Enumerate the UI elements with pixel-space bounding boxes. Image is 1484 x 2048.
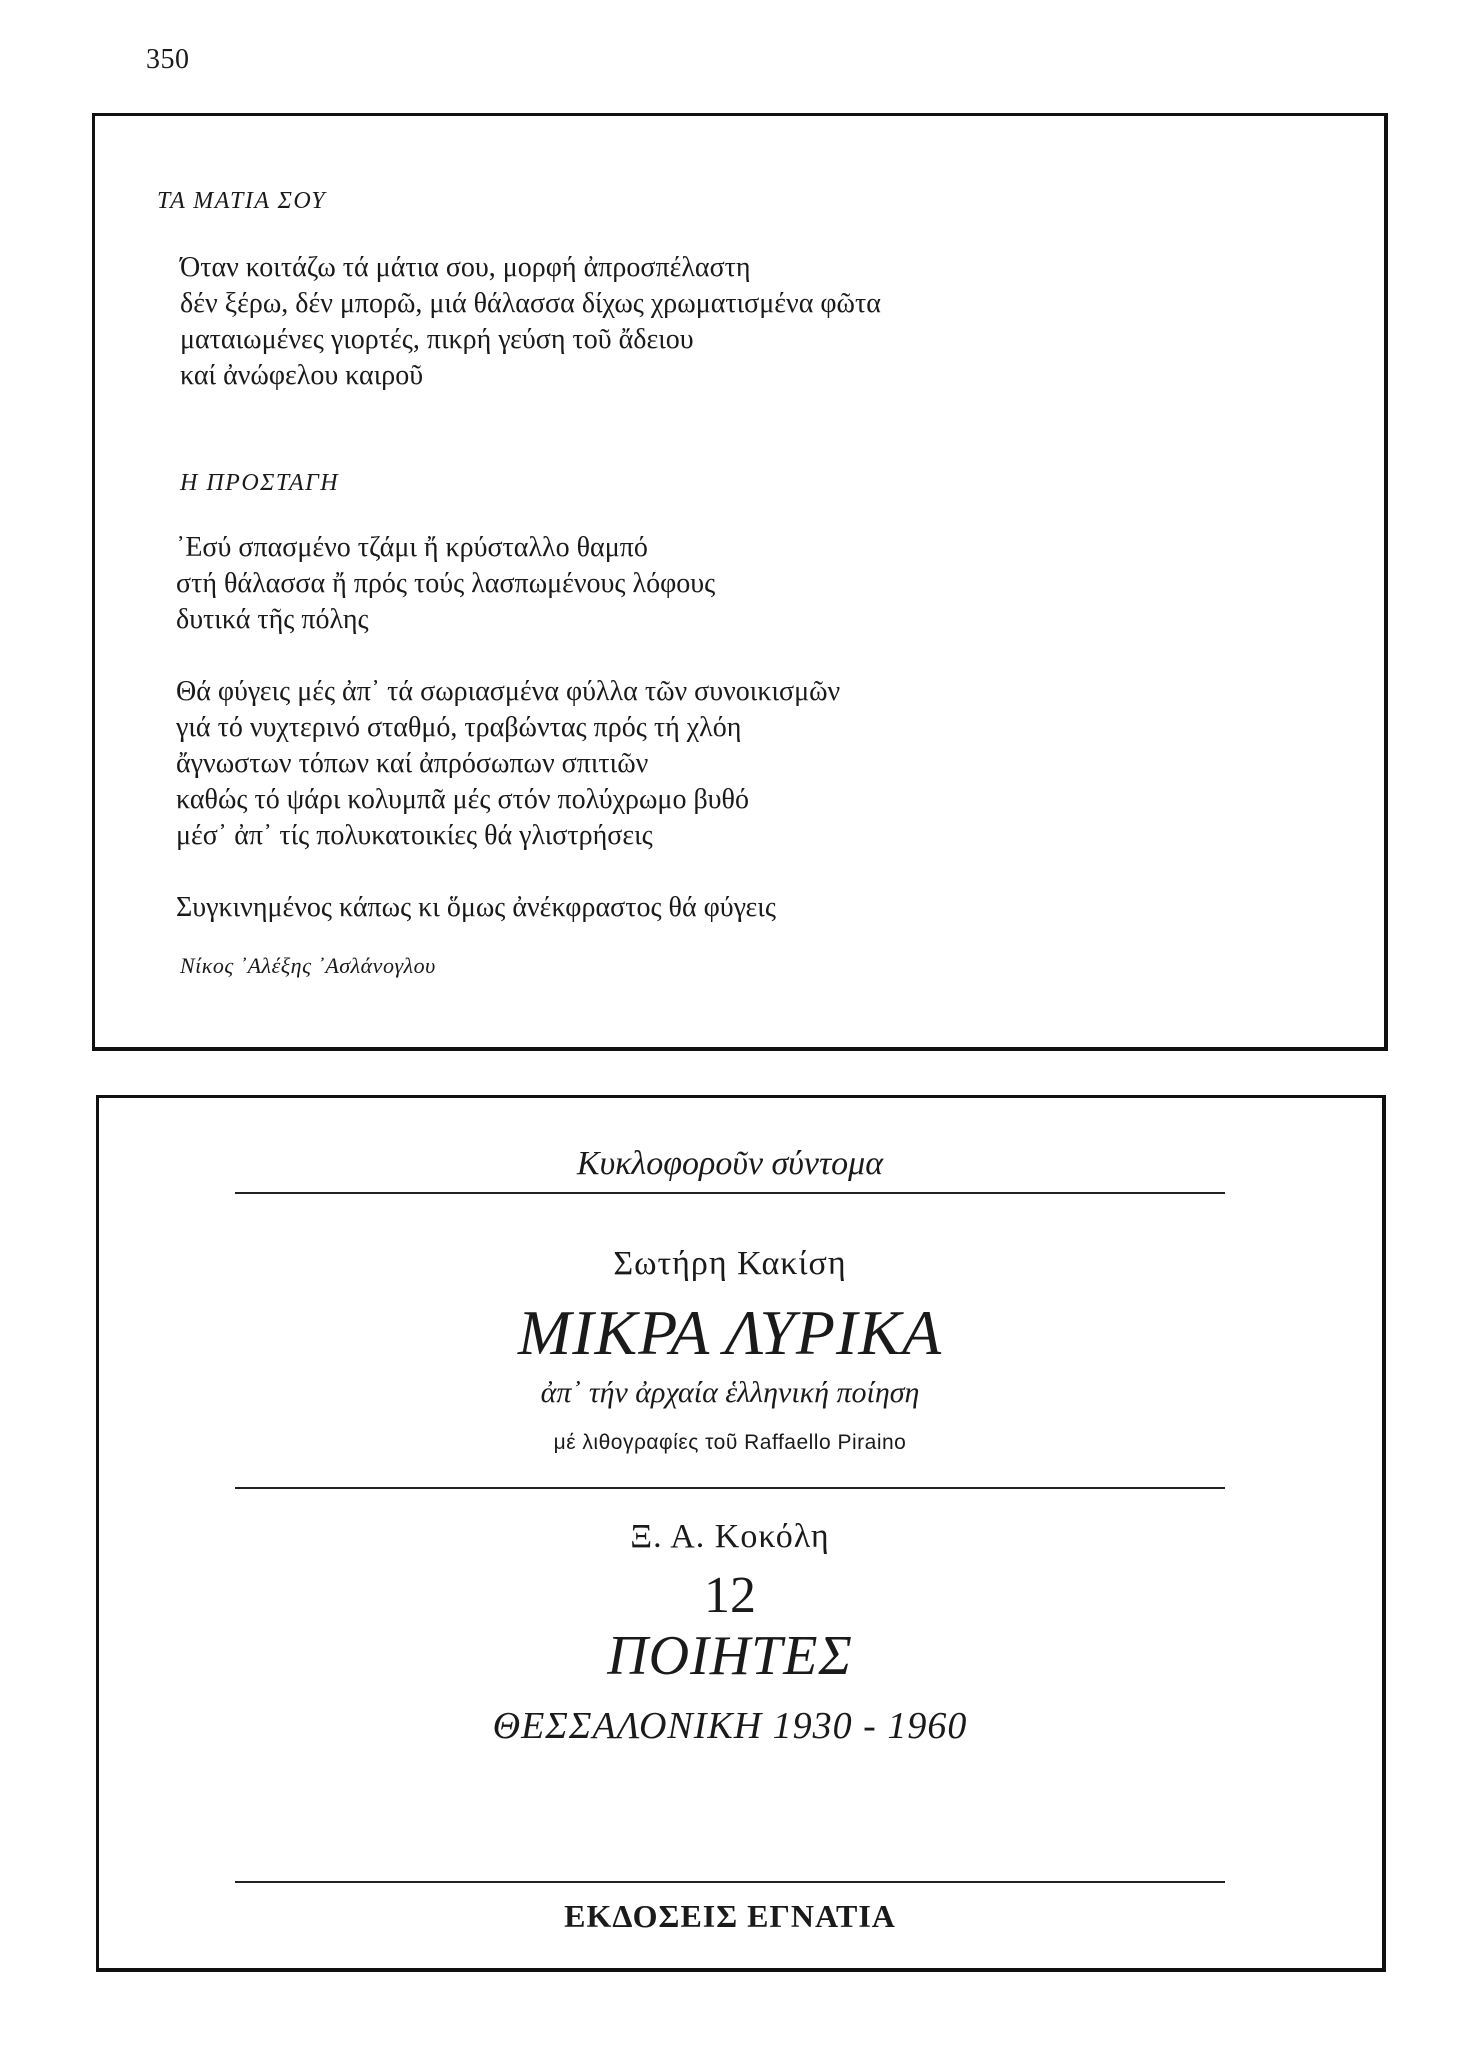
divider: [235, 1192, 1225, 1194]
ad-heading: Κυκλοφοροῦν σύντομα: [576, 1145, 884, 1182]
poem-line: Όταν κοιτάζω τά μάτια σου, μορφή ἀπροσπέλαστη: [180, 252, 751, 283]
poem-line: καθώς τό ψάρι κολυμπᾶ μές στόν πολύχρωμο βυθό: [176, 784, 749, 815]
poem-line: Θά φύγεις μές ἀπ᾿ τά σωριασμένα φύλλα τῶν συνοικισμῶν: [176, 676, 841, 707]
book1-note: μέ λιθογραφίες τοῦ Raffaello Piraino: [553, 1431, 907, 1454]
poem-line: ᾿Εσύ σπασμένο τζάμι ἤ κρύσταλλο θαμπό: [176, 532, 648, 563]
poem-eyes-body: [180, 250, 881, 394]
poem-line: ματαιωμένες γιορτές, πικρή γεύση τοῦ ἄδειου: [180, 324, 694, 355]
poem-title-command: Η ΠΡΟΣΤΑΓΗ: [180, 470, 340, 496]
poem-author: Νίκος ᾿Αλέξης ᾿Ασλάνογλου: [180, 953, 436, 978]
poem-line: δυτικά τῆς πόλης: [176, 604, 369, 635]
poem-line: Συγκινημένος κάπως κι ὅμως ἀνέκφραστος θά φύγεις: [176, 892, 776, 923]
poem-line: ἄγνωστων τόπων καί ἀπρόσωπων σπιτιῶν: [176, 748, 649, 779]
poem-line: στή θάλασσα ἤ πρός τούς λασπωμένους λόφους: [176, 568, 716, 599]
poem-line: καί ἀνώφελου καιροῦ: [180, 360, 424, 391]
stanza-gap: [176, 638, 840, 674]
book2-title: ΠΟΙΗΤΕΣ: [607, 1625, 853, 1687]
book2-number: 12: [704, 1567, 756, 1624]
book2-subtitle: ΘΕΣΣΑΛΟΝΙΚΗ 1930 - 1960: [492, 1705, 968, 1747]
poem-title-eyes: ΤΑ ΜΑΤΙΑ ΣΟΥ: [157, 188, 327, 214]
divider: [235, 1487, 1225, 1489]
divider: [235, 1881, 1225, 1883]
book2-author: Ξ. Α. Κοκόλη: [630, 1518, 830, 1555]
book1-subtitle: ἀπ᾿ τήν ἀρχαία ἑλληνική ποίηση: [540, 1376, 920, 1409]
book1-title: ΜΙΚΡΑ ΛΥΡΙΚΑ: [517, 1297, 943, 1368]
poem-line: δέν ξέρω, δέν μπορῶ, μιά θάλασσα δίχως χρωματισμένα φῶτα: [180, 288, 881, 319]
poem-line: γιά τό νυχτερινό σταθμό, τραβώντας πρός τή χλόη: [176, 712, 742, 743]
stanza-gap: [176, 854, 840, 890]
page-number: 350: [146, 44, 190, 75]
poem-command-body: [176, 530, 840, 926]
book1-author: Σωτήρη Κακίση: [613, 1245, 847, 1282]
publisher: ΕΚΔΟΣΕΙΣ ΕΓΝΑΤΙΑ: [564, 1898, 896, 1934]
poem-line: μέσ᾿ ἀπ᾿ τίς πολυκατοικίες θά γλιστρήσεις: [176, 820, 653, 851]
